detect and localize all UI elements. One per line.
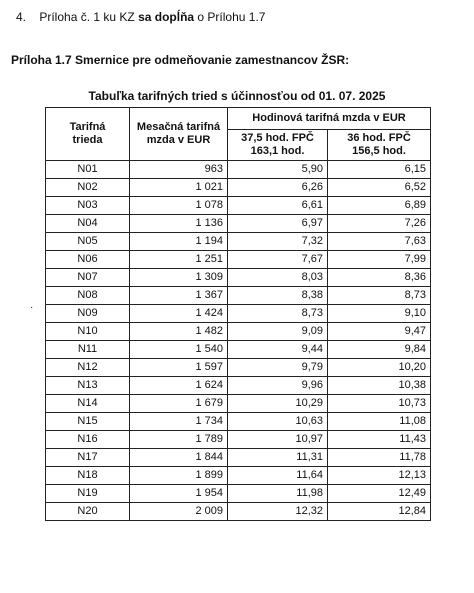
cell-hourly-36: 12,49 (328, 485, 431, 503)
table-row (46, 341, 431, 359)
cell-hourly-36: 6,52 (328, 179, 431, 197)
cell-hourly-36: 9,47 (328, 323, 431, 341)
cell-tariff-class: N07 (46, 269, 130, 287)
table-row (46, 197, 431, 215)
cell-hourly-37-5: 9,09 (228, 323, 328, 341)
cell-monthly-wage: 1 540 (130, 341, 228, 359)
amendment-text-start: Príloha č. 1 ku KZ (39, 10, 135, 24)
cell-monthly-wage: 1 367 (130, 287, 228, 305)
cell-monthly-wage: 2 009 (130, 503, 228, 521)
cell-hourly-37-5: 5,90 (228, 161, 328, 179)
cell-monthly-wage: 1 597 (130, 359, 228, 377)
tariff-table (45, 107, 431, 521)
amendment-text-bold: sa dopĺňa (138, 10, 195, 24)
cell-tariff-class: N14 (46, 395, 130, 413)
table-row (46, 467, 431, 485)
cell-hourly-37-5: 11,64 (228, 467, 328, 485)
cell-hourly-36: 6,15 (328, 161, 431, 179)
cell-hourly-36: 11,43 (328, 431, 431, 449)
cell-hourly-36: 11,78 (328, 449, 431, 467)
cell-hourly-36: 10,73 (328, 395, 431, 413)
cell-monthly-wage: 1 679 (130, 395, 228, 413)
cell-monthly-wage: 1 482 (130, 323, 228, 341)
cell-tariff-class: N20 (46, 503, 130, 521)
cell-hourly-36: 10,20 (328, 359, 431, 377)
cell-tariff-class: N04 (46, 215, 130, 233)
header-monthly-wage: Mesačná tarifná mzda v EUR (130, 108, 228, 161)
scan-mark: · (30, 302, 34, 313)
cell-tariff-class: N19 (46, 485, 130, 503)
table-row (46, 377, 431, 395)
cell-hourly-37-5: 8,38 (228, 287, 328, 305)
cell-hourly-36: 8,36 (328, 269, 431, 287)
cell-hourly-37-5: 11,98 (228, 485, 328, 503)
table-row (46, 269, 431, 287)
cell-tariff-class: N13 (46, 377, 130, 395)
table-row (46, 431, 431, 449)
cell-hourly-37-5: 9,96 (228, 377, 328, 395)
cell-monthly-wage: 1 194 (130, 233, 228, 251)
amendment-text-end: o Prílohu 1.7 (197, 10, 266, 24)
cell-tariff-class: N17 (46, 449, 130, 467)
table-row (46, 179, 431, 197)
cell-hourly-37-5: 11,31 (228, 449, 328, 467)
cell-hourly-36: 10,38 (328, 377, 431, 395)
cell-hourly-37-5: 7,67 (228, 251, 328, 269)
cell-tariff-class: N16 (46, 431, 130, 449)
table-row (46, 251, 431, 269)
cell-hourly-36: 9,84 (328, 341, 431, 359)
table-row (46, 287, 431, 305)
cell-monthly-wage: 1 734 (130, 413, 228, 431)
cell-tariff-class: N10 (46, 323, 130, 341)
cell-tariff-class: N09 (46, 305, 130, 323)
cell-monthly-wage: 1 078 (130, 197, 228, 215)
cell-tariff-class: N11 (46, 341, 130, 359)
table-row (46, 485, 431, 503)
table-header-row (46, 108, 431, 130)
cell-hourly-37-5: 7,32 (228, 233, 328, 251)
cell-hourly-36: 11,08 (328, 413, 431, 431)
cell-monthly-wage: 963 (130, 161, 228, 179)
cell-hourly-37-5: 12,32 (228, 503, 328, 521)
cell-tariff-class: N15 (46, 413, 130, 431)
cell-hourly-36: 7,26 (328, 215, 431, 233)
cell-tariff-class: N03 (46, 197, 130, 215)
cell-tariff-class: N01 (46, 161, 130, 179)
table-row (46, 413, 431, 431)
table-row (46, 305, 431, 323)
cell-hourly-37-5: 10,97 (228, 431, 328, 449)
header-hourly-36: 36 hod. FPČ 156,5 hod. (328, 130, 431, 161)
cell-hourly-37-5: 6,97 (228, 215, 328, 233)
cell-hourly-36: 7,99 (328, 251, 431, 269)
table-row (46, 233, 431, 251)
cell-monthly-wage: 1 136 (130, 215, 228, 233)
table-body (46, 161, 431, 521)
cell-hourly-36: 12,84 (328, 503, 431, 521)
cell-tariff-class: N18 (46, 467, 130, 485)
table-row (46, 449, 431, 467)
annex-heading: Príloha 1.7 Smernice pre odmeňovanie zamestnancov ŽSR: (11, 53, 350, 67)
table-row (46, 359, 431, 377)
cell-monthly-wage: 1 624 (130, 377, 228, 395)
cell-hourly-37-5: 9,79 (228, 359, 328, 377)
amendment-line (16, 10, 265, 24)
table-row (46, 161, 431, 179)
cell-monthly-wage: 1 844 (130, 449, 228, 467)
table-row (46, 215, 431, 233)
table-title: Tabuľka tarifných tried s účinnosťou od 01. 07. 2025 (88, 89, 386, 103)
cell-monthly-wage: 1 021 (130, 179, 228, 197)
cell-monthly-wage: 1 954 (130, 485, 228, 503)
item-number: 4. (16, 10, 27, 24)
cell-monthly-wage: 1 251 (130, 251, 228, 269)
cell-monthly-wage: 1 424 (130, 305, 228, 323)
cell-hourly-36: 8,73 (328, 287, 431, 305)
cell-monthly-wage: 1 899 (130, 467, 228, 485)
cell-tariff-class: N12 (46, 359, 130, 377)
cell-monthly-wage: 1 789 (130, 431, 228, 449)
header-hourly-37-5: 37,5 hod. FPČ 163,1 hod. (228, 130, 328, 161)
cell-hourly-36: 9,10 (328, 305, 431, 323)
cell-tariff-class: N02 (46, 179, 130, 197)
cell-hourly-37-5: 9,44 (228, 341, 328, 359)
table-row (46, 395, 431, 413)
cell-hourly-37-5: 6,61 (228, 197, 328, 215)
cell-hourly-36: 12,13 (328, 467, 431, 485)
cell-monthly-wage: 1 309 (130, 269, 228, 287)
header-hourly-wage: Hodinová tarifná mzda v EUR (228, 108, 431, 130)
cell-hourly-36: 6,89 (328, 197, 431, 215)
cell-hourly-37-5: 10,29 (228, 395, 328, 413)
cell-tariff-class: N08 (46, 287, 130, 305)
cell-hourly-37-5: 6,26 (228, 179, 328, 197)
cell-tariff-class: N06 (46, 251, 130, 269)
table-row (46, 323, 431, 341)
cell-hourly-37-5: 8,03 (228, 269, 328, 287)
header-tariff-class: Tarifná trieda (46, 108, 130, 161)
cell-tariff-class: N05 (46, 233, 130, 251)
cell-hourly-36: 7,63 (328, 233, 431, 251)
table-row (46, 503, 431, 521)
cell-hourly-37-5: 8,73 (228, 305, 328, 323)
cell-hourly-37-5: 10,63 (228, 413, 328, 431)
